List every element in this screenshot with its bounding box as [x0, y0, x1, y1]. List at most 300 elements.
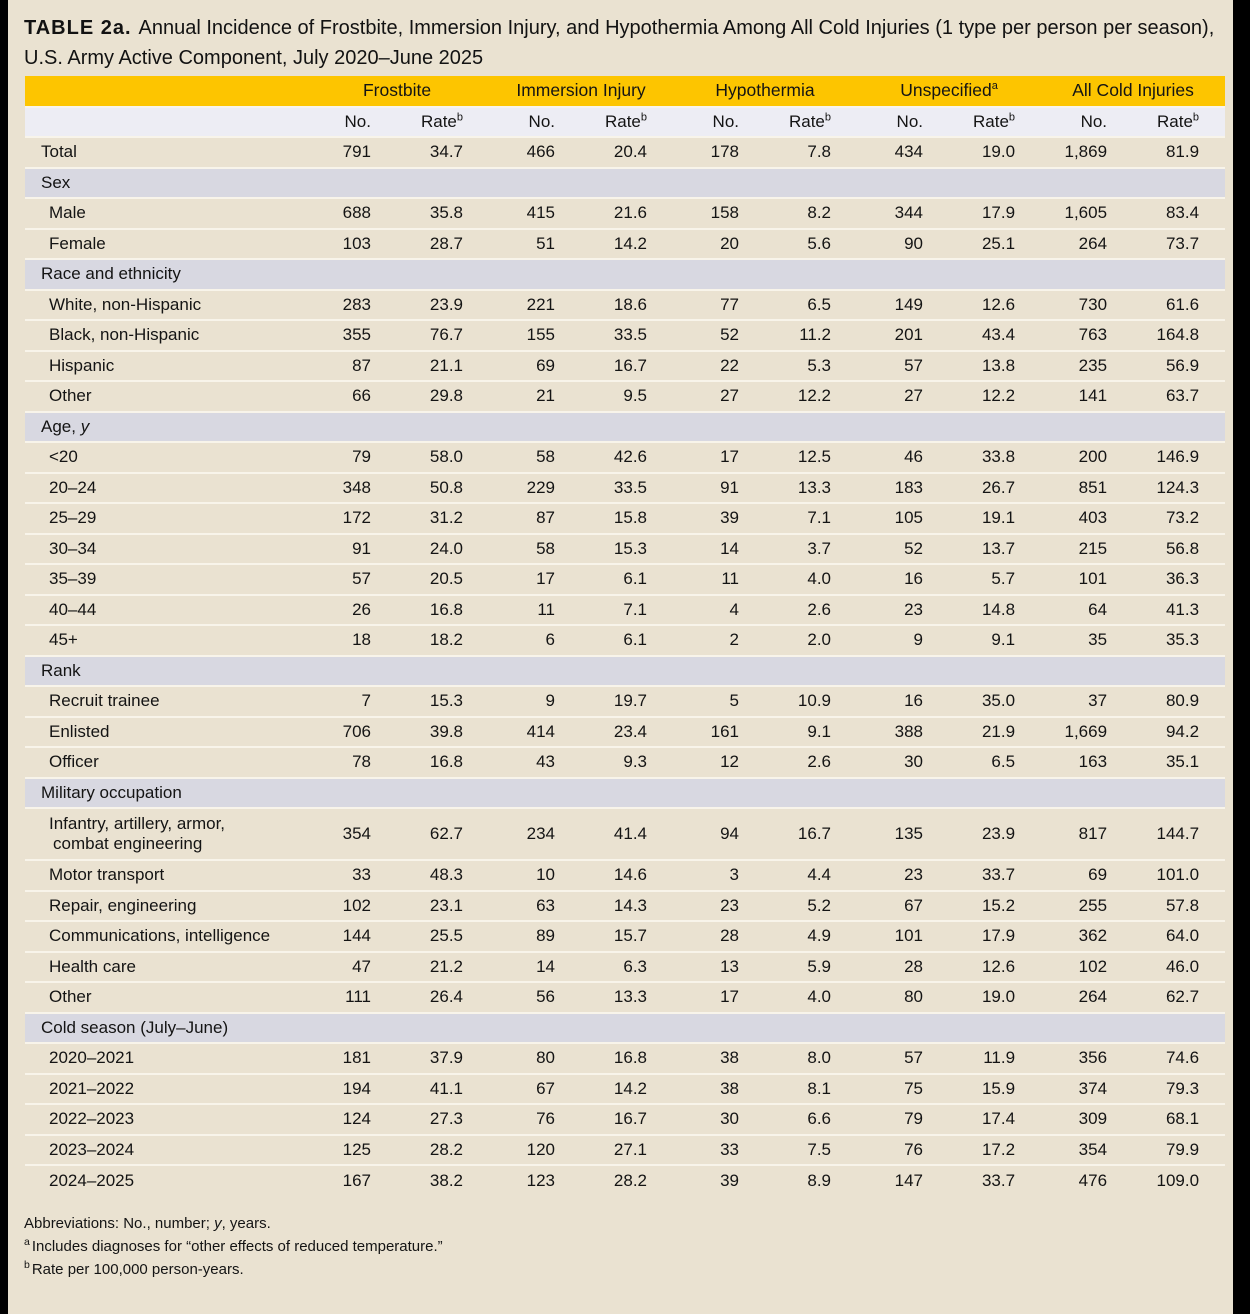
value-cell: 9.3 [581, 747, 673, 778]
table-row [25, 1135, 1225, 1166]
value-cell: 87 [305, 351, 397, 382]
value-cell: 344 [857, 198, 949, 229]
section-label: Cold season (July–June) [25, 1013, 1225, 1044]
value-cell: 14 [489, 952, 581, 983]
group-header: Immersion Injury [489, 76, 673, 107]
value-cell: 25.1 [949, 229, 1041, 260]
table-row [25, 952, 1225, 983]
value-cell: 1,869 [1041, 137, 1133, 168]
value-cell: 76.7 [397, 320, 489, 351]
value-cell: 41.3 [1133, 595, 1225, 626]
col-header-no: No. [673, 107, 765, 138]
section-label: Military occupation [25, 778, 1225, 809]
value-cell: 81.9 [1133, 137, 1225, 168]
value-cell: 12.2 [765, 381, 857, 412]
row-label: 30–34 [25, 534, 305, 565]
col-header-rate: Rate$^b$ [581, 107, 673, 138]
table-row [25, 625, 1225, 656]
value-cell: 6.1 [581, 564, 673, 595]
table-row [25, 137, 1225, 168]
value-cell: 57 [305, 564, 397, 595]
value-cell: 200 [1041, 442, 1133, 473]
value-cell: 101 [1041, 564, 1133, 595]
value-cell: 76 [489, 1104, 581, 1135]
value-cell: 2 [673, 625, 765, 656]
row-label: 40–44 [25, 595, 305, 626]
value-cell: 102 [305, 891, 397, 922]
value-cell: 42.6 [581, 442, 673, 473]
value-cell: 46.0 [1133, 952, 1225, 983]
value-cell: 18 [305, 625, 397, 656]
value-cell: 730 [1041, 290, 1133, 321]
value-cell: 144 [305, 921, 397, 952]
row-label: Repair, engineering [25, 891, 305, 922]
value-cell: 13.3 [581, 982, 673, 1013]
value-cell: 9 [489, 686, 581, 717]
value-cell: 26 [305, 595, 397, 626]
value-cell: 17.9 [949, 198, 1041, 229]
col-header-rate: Rate$^b$ [949, 107, 1041, 138]
value-cell: 56 [489, 982, 581, 1013]
value-cell: 13.7 [949, 534, 1041, 565]
value-cell: 13 [673, 952, 765, 983]
value-cell: 57.8 [1133, 891, 1225, 922]
value-cell: 21.2 [397, 952, 489, 983]
value-cell: 851 [1041, 473, 1133, 504]
value-cell: 52 [673, 320, 765, 351]
value-cell: 58 [489, 442, 581, 473]
row-label: Communications, intelligence [25, 921, 305, 952]
value-cell: 16.7 [581, 351, 673, 382]
row-label: 2023–2024 [25, 1135, 305, 1166]
value-cell: 20.4 [581, 137, 673, 168]
value-cell: 194 [305, 1074, 397, 1105]
value-cell: 354 [305, 808, 397, 860]
value-cell: 23.1 [397, 891, 489, 922]
value-cell: 27.1 [581, 1135, 673, 1166]
value-cell: 35.8 [397, 198, 489, 229]
value-cell: 23.9 [397, 290, 489, 321]
value-cell: 39.8 [397, 717, 489, 748]
value-cell: 37.9 [397, 1043, 489, 1074]
value-cell: 75 [857, 1074, 949, 1105]
value-cell: 21.1 [397, 351, 489, 382]
value-cell: 80 [857, 982, 949, 1013]
table-row [25, 717, 1225, 748]
value-cell: 15.9 [949, 1074, 1041, 1105]
value-cell: 15.3 [397, 686, 489, 717]
subheader-row [25, 107, 1225, 138]
value-cell: 19.0 [949, 982, 1041, 1013]
value-cell: 19.7 [581, 686, 673, 717]
value-cell: 8.9 [765, 1165, 857, 1196]
value-cell: 164.8 [1133, 320, 1225, 351]
value-cell: 4.9 [765, 921, 857, 952]
value-cell: 476 [1041, 1165, 1133, 1196]
value-cell: 63 [489, 891, 581, 922]
table-row [25, 198, 1225, 229]
corner-cell [25, 76, 305, 107]
value-cell: 23.4 [581, 717, 673, 748]
value-cell: 33.7 [949, 1165, 1041, 1196]
value-cell: 16 [857, 564, 949, 595]
value-cell: 102 [1041, 952, 1133, 983]
value-cell: 11 [673, 564, 765, 595]
value-cell: 1,605 [1041, 198, 1133, 229]
value-cell: 264 [1041, 982, 1133, 1013]
value-cell: 348 [305, 473, 397, 504]
value-cell: 125 [305, 1135, 397, 1166]
page [8, 0, 1233, 1314]
table-row [25, 891, 1225, 922]
value-cell: 13.8 [949, 351, 1041, 382]
value-cell: 31.2 [397, 503, 489, 534]
row-label: Hispanic [25, 351, 305, 382]
value-cell: 87 [489, 503, 581, 534]
value-cell: 12.6 [949, 290, 1041, 321]
row-label: Black, non-Hispanic [25, 320, 305, 351]
value-cell: 147 [857, 1165, 949, 1196]
col-header-no: No. [305, 107, 397, 138]
value-cell: 28.7 [397, 229, 489, 260]
value-cell: 6.6 [765, 1104, 857, 1135]
value-cell: 8.1 [765, 1074, 857, 1105]
value-cell: 6.5 [765, 290, 857, 321]
row-label: 35–39 [25, 564, 305, 595]
value-cell: 69 [489, 351, 581, 382]
value-cell: 76 [857, 1135, 949, 1166]
section-label: Sex [25, 168, 1225, 199]
value-cell: 27 [857, 381, 949, 412]
value-cell: 27 [673, 381, 765, 412]
value-cell: 16 [857, 686, 949, 717]
value-cell: 23 [857, 860, 949, 891]
value-cell: 19.0 [949, 137, 1041, 168]
value-cell: 109.0 [1133, 1165, 1225, 1196]
value-cell: 124.3 [1133, 473, 1225, 504]
row-label: 2022–2023 [25, 1104, 305, 1135]
value-cell: 79.9 [1133, 1135, 1225, 1166]
value-cell: 25.5 [397, 921, 489, 952]
value-cell: 80.9 [1133, 686, 1225, 717]
value-cell: 73.7 [1133, 229, 1225, 260]
value-cell: 229 [489, 473, 581, 504]
value-cell: 283 [305, 290, 397, 321]
table-row [25, 564, 1225, 595]
row-label: Total [25, 137, 305, 168]
value-cell: 11 [489, 595, 581, 626]
value-cell: 7.1 [765, 503, 857, 534]
value-cell: 41.1 [397, 1074, 489, 1105]
value-cell: 3 [673, 860, 765, 891]
value-cell: 234 [489, 808, 581, 860]
value-cell: 5.6 [765, 229, 857, 260]
row-label: Other [25, 982, 305, 1013]
value-cell: 46 [857, 442, 949, 473]
table-row [25, 1104, 1225, 1135]
table-row [25, 747, 1225, 778]
value-cell: 101.0 [1133, 860, 1225, 891]
value-cell: 41.4 [581, 808, 673, 860]
value-cell: 374 [1041, 1074, 1133, 1105]
value-cell: 64.0 [1133, 921, 1225, 952]
group-header: Unspecified$^a$ [857, 76, 1041, 107]
col-header-rate: Rate$^b$ [1133, 107, 1225, 138]
value-cell: 17.9 [949, 921, 1041, 952]
value-cell: 23 [673, 891, 765, 922]
value-cell: 817 [1041, 808, 1133, 860]
row-label: Female [25, 229, 305, 260]
section-row [25, 778, 1225, 809]
footnote: $^b$ Rate per 100,000 person-years. [24, 1258, 244, 1278]
value-cell: 17 [673, 442, 765, 473]
value-cell: 123 [489, 1165, 581, 1196]
value-cell: 120 [489, 1135, 581, 1166]
group-header-row [25, 76, 1225, 107]
value-cell: 14.2 [581, 1074, 673, 1105]
value-cell: 33.5 [581, 473, 673, 504]
table-row [25, 442, 1225, 473]
value-cell: 11.9 [949, 1043, 1041, 1074]
table-row [25, 686, 1225, 717]
value-cell: 91 [673, 473, 765, 504]
value-cell: 62.7 [397, 808, 489, 860]
value-cell: 21.6 [581, 198, 673, 229]
value-cell: 8.0 [765, 1043, 857, 1074]
value-cell: 27.3 [397, 1104, 489, 1135]
table-body [25, 137, 1225, 1196]
col-header-rate: Rate$^b$ [397, 107, 489, 138]
value-cell: 161 [673, 717, 765, 748]
row-label: Enlisted [25, 717, 305, 748]
value-cell: 38 [673, 1074, 765, 1105]
value-cell: 17.2 [949, 1135, 1041, 1166]
value-cell: 167 [305, 1165, 397, 1196]
value-cell: 38 [673, 1043, 765, 1074]
value-cell: 47 [305, 952, 397, 983]
table-row [25, 1074, 1225, 1105]
table-title [8, 0, 1233, 73]
value-cell: 67 [489, 1074, 581, 1105]
table-number-label: TABLE 2a. [24, 17, 132, 39]
value-cell: 67 [857, 891, 949, 922]
value-cell: 9.1 [949, 625, 1041, 656]
value-cell: 4.0 [765, 982, 857, 1013]
row-label: White, non-Hispanic [25, 290, 305, 321]
value-cell: 149 [857, 290, 949, 321]
value-cell: 15.7 [581, 921, 673, 952]
value-cell: 8.2 [765, 198, 857, 229]
value-cell: 235 [1041, 351, 1133, 382]
value-cell: 23.9 [949, 808, 1041, 860]
value-cell: 38.2 [397, 1165, 489, 1196]
value-cell: 39 [673, 1165, 765, 1196]
table-row [25, 1165, 1225, 1196]
row-label: Recruit trainee [25, 686, 305, 717]
value-cell: 466 [489, 137, 581, 168]
table-row [25, 503, 1225, 534]
value-cell: 9 [857, 625, 949, 656]
value-cell: 28.2 [397, 1135, 489, 1166]
value-cell: 77 [673, 290, 765, 321]
value-cell: 83.4 [1133, 198, 1225, 229]
col-header-rate: Rate$^b$ [765, 107, 857, 138]
value-cell: 146.9 [1133, 442, 1225, 473]
value-cell: 201 [857, 320, 949, 351]
value-cell: 16.8 [581, 1043, 673, 1074]
row-label: Health care [25, 952, 305, 983]
row-label: Other [25, 381, 305, 412]
value-cell: 90 [857, 229, 949, 260]
table-head [25, 76, 1225, 137]
value-cell: 5.3 [765, 351, 857, 382]
value-cell: 144.7 [1133, 808, 1225, 860]
value-cell: 50.8 [397, 473, 489, 504]
value-cell: 12.6 [949, 952, 1041, 983]
value-cell: 9.1 [765, 717, 857, 748]
table-title-line1: Annual Incidence of Frostbite, Immersion Injury, and Hypothermia Among All Cold Injuries (1 type per person per season), [138, 17, 1215, 39]
value-cell: 37 [1041, 686, 1133, 717]
value-cell: 4.4 [765, 860, 857, 891]
value-cell: 35.1 [1133, 747, 1225, 778]
section-label: Age, y [25, 412, 1225, 443]
value-cell: 103 [305, 229, 397, 260]
value-cell: 101 [857, 921, 949, 952]
value-cell: 35.3 [1133, 625, 1225, 656]
value-cell: 10 [489, 860, 581, 891]
value-cell: 63.7 [1133, 381, 1225, 412]
value-cell: 79 [305, 442, 397, 473]
value-cell: 155 [489, 320, 581, 351]
value-cell: 68.1 [1133, 1104, 1225, 1135]
value-cell: 158 [673, 198, 765, 229]
value-cell: 33.8 [949, 442, 1041, 473]
value-cell: 10.9 [765, 686, 857, 717]
value-cell: 26.4 [397, 982, 489, 1013]
value-cell: 215 [1041, 534, 1133, 565]
value-cell: 19.1 [949, 503, 1041, 534]
value-cell: 14.8 [949, 595, 1041, 626]
value-cell: 91 [305, 534, 397, 565]
value-cell: 79 [857, 1104, 949, 1135]
value-cell: 6.5 [949, 747, 1041, 778]
table-row [25, 982, 1225, 1013]
footnote: $^a$ Includes diagnoses for “other effects of reduced temperature.” [24, 1235, 443, 1255]
table-row [25, 808, 1225, 860]
value-cell: 16.7 [581, 1104, 673, 1135]
value-cell: 43.4 [949, 320, 1041, 351]
value-cell: 181 [305, 1043, 397, 1074]
value-cell: 124 [305, 1104, 397, 1135]
section-label: Race and ethnicity [25, 259, 1225, 290]
table-row [25, 290, 1225, 321]
row-label: 2024–2025 [25, 1165, 305, 1196]
col-header-no: No. [857, 107, 949, 138]
table-row [25, 921, 1225, 952]
value-cell: 66 [305, 381, 397, 412]
value-cell: 58.0 [397, 442, 489, 473]
group-header: Hypothermia [673, 76, 857, 107]
table-title-line2: U.S. Army Active Component, July 2020–June 2025 [24, 47, 484, 69]
value-cell: 30 [857, 747, 949, 778]
value-cell: 64 [1041, 595, 1133, 626]
value-cell: 15.8 [581, 503, 673, 534]
value-cell: 14.2 [581, 229, 673, 260]
table-row [25, 229, 1225, 260]
table-row [25, 320, 1225, 351]
table-row [25, 473, 1225, 504]
footnotes [24, 1212, 1219, 1281]
value-cell: 172 [305, 503, 397, 534]
value-cell: 20.5 [397, 564, 489, 595]
value-cell: 30 [673, 1104, 765, 1135]
row-label: 25–29 [25, 503, 305, 534]
value-cell: 2.6 [765, 747, 857, 778]
group-header: Frostbite [305, 76, 489, 107]
value-cell: 33 [305, 860, 397, 891]
incidence-table [25, 76, 1225, 1196]
value-cell: 264 [1041, 229, 1133, 260]
value-cell: 163 [1041, 747, 1133, 778]
value-cell: 16.7 [765, 808, 857, 860]
row-label: Male [25, 198, 305, 229]
value-cell: 2.0 [765, 625, 857, 656]
value-cell: 362 [1041, 921, 1133, 952]
group-header: All Cold Injuries [1041, 76, 1225, 107]
value-cell: 23 [857, 595, 949, 626]
value-cell: 62.7 [1133, 982, 1225, 1013]
value-cell: 183 [857, 473, 949, 504]
value-cell: 9.5 [581, 381, 673, 412]
value-cell: 354 [1041, 1135, 1133, 1166]
value-cell: 706 [305, 717, 397, 748]
value-cell: 69 [1041, 860, 1133, 891]
section-row [25, 656, 1225, 687]
value-cell: 255 [1041, 891, 1133, 922]
section-label: Rank [25, 656, 1225, 687]
row-label: 45+ [25, 625, 305, 656]
table-row [25, 595, 1225, 626]
value-cell: 52 [857, 534, 949, 565]
table-row [25, 381, 1225, 412]
value-cell: 309 [1041, 1104, 1133, 1135]
section-row [25, 412, 1225, 443]
value-cell: 79.3 [1133, 1074, 1225, 1105]
value-cell: 73.2 [1133, 503, 1225, 534]
value-cell: 17 [673, 982, 765, 1013]
table-row [25, 860, 1225, 891]
value-cell: 388 [857, 717, 949, 748]
value-cell: 7.5 [765, 1135, 857, 1166]
section-row [25, 168, 1225, 199]
value-cell: 111 [305, 982, 397, 1013]
row-label: Officer [25, 747, 305, 778]
value-cell: 414 [489, 717, 581, 748]
value-cell: 78 [305, 747, 397, 778]
value-cell: 12.5 [765, 442, 857, 473]
value-cell: 21 [489, 381, 581, 412]
value-cell: 89 [489, 921, 581, 952]
value-cell: 791 [305, 137, 397, 168]
value-cell: 763 [1041, 320, 1133, 351]
value-cell: 20 [673, 229, 765, 260]
row-label-line2: combat engineering [53, 834, 203, 853]
value-cell: 26.7 [949, 473, 1041, 504]
row-label: 2021–2022 [25, 1074, 305, 1105]
value-cell: 6 [489, 625, 581, 656]
value-cell: 28.2 [581, 1165, 673, 1196]
value-cell: 141 [1041, 381, 1133, 412]
